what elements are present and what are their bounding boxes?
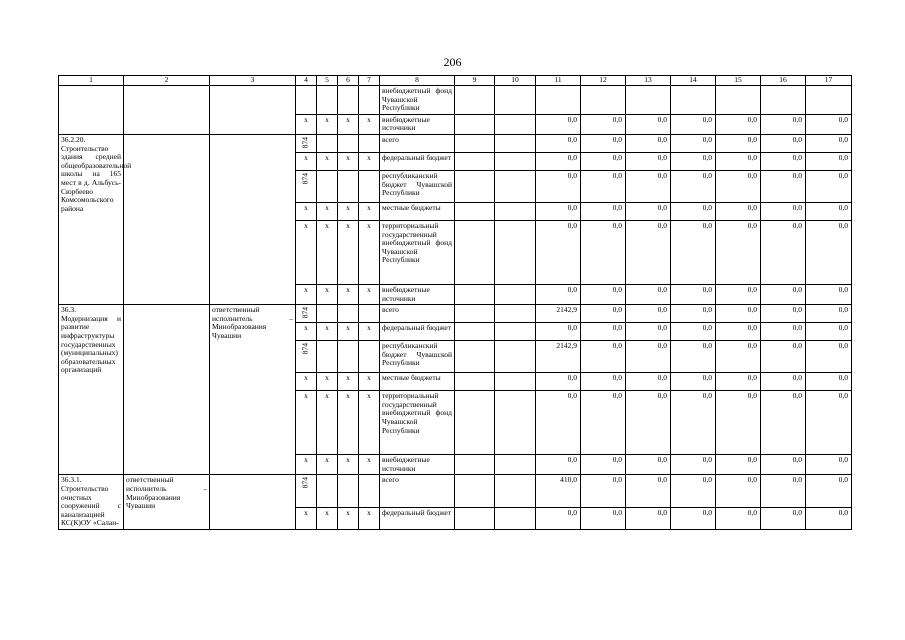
value-cell: 0,0 — [536, 323, 581, 341]
table-cell — [495, 134, 536, 152]
funding-source: федеральный бюджет — [380, 152, 455, 170]
x-cell: х — [338, 284, 359, 304]
funding-source: федеральный бюджет — [380, 507, 455, 529]
value-cell: 0,0 — [626, 202, 671, 220]
value-cell: 0,0 — [581, 152, 626, 170]
x-cell: х — [359, 323, 380, 341]
x-cell: х — [296, 202, 317, 220]
table-cell — [626, 86, 671, 115]
col-header: 5 — [317, 76, 338, 86]
value-cell: 0,0 — [806, 134, 852, 152]
table-cell — [317, 134, 338, 152]
value-cell: 0,0 — [671, 170, 716, 202]
value-cell: 0,0 — [581, 391, 626, 455]
funding-source: внебюджетные источники — [380, 284, 455, 304]
table-cell — [581, 86, 626, 115]
value-cell: 2142,9 — [536, 341, 581, 373]
col-header: 14 — [671, 76, 716, 86]
code-cell — [296, 341, 317, 373]
table-cell — [338, 134, 359, 152]
table-row — [59, 305, 852, 323]
value-cell: 0,0 — [536, 391, 581, 455]
value-cell: 0,0 — [806, 284, 852, 304]
table-cell — [455, 305, 495, 323]
value-cell: 0,0 — [626, 284, 671, 304]
x-cell: х — [317, 507, 338, 529]
value-cell: 0,0 — [716, 202, 761, 220]
value-cell: 0,0 — [626, 134, 671, 152]
code-label: 874 — [300, 477, 310, 489]
x-cell: х — [359, 373, 380, 391]
table-cell — [455, 507, 495, 529]
code-cell — [296, 134, 317, 152]
table-cell — [495, 170, 536, 202]
value-cell: 0,0 — [761, 202, 806, 220]
value-cell: 0,0 — [761, 220, 806, 284]
table-cell — [455, 475, 495, 507]
code-cell — [296, 170, 317, 202]
table-cell — [455, 170, 495, 202]
value-cell: 0,0 — [671, 323, 716, 341]
value-cell: 0,0 — [716, 220, 761, 284]
value-cell: 0,0 — [716, 305, 761, 323]
table-cell — [761, 86, 806, 115]
value-cell: 0,0 — [626, 170, 671, 202]
value-cell: 0,0 — [761, 341, 806, 373]
x-cell: х — [359, 284, 380, 304]
value-cell: 0,0 — [536, 170, 581, 202]
table-cell — [455, 323, 495, 341]
table-cell — [455, 284, 495, 304]
x-cell: х — [359, 114, 380, 134]
value-cell: 0,0 — [806, 202, 852, 220]
value-cell: 0,0 — [716, 114, 761, 134]
value-cell: 0,0 — [716, 284, 761, 304]
funding-source: республиканский бюджет Чувашской Республики — [380, 170, 455, 202]
value-cell: 0,0 — [536, 114, 581, 134]
table-cell — [495, 152, 536, 170]
x-cell: х — [338, 114, 359, 134]
value-cell: 0,0 — [581, 170, 626, 202]
table-cell — [455, 152, 495, 170]
x-cell: х — [359, 220, 380, 284]
table-cell — [338, 305, 359, 323]
value-cell: 2142,9 — [536, 305, 581, 323]
table-cell — [359, 305, 380, 323]
value-cell: 0,0 — [671, 134, 716, 152]
value-cell: 0,0 — [626, 455, 671, 475]
table-cell — [455, 373, 495, 391]
col-header: 13 — [626, 76, 671, 86]
x-cell: х — [338, 202, 359, 220]
value-cell: 0,0 — [761, 170, 806, 202]
value-cell: 0,0 — [806, 341, 852, 373]
table-cell — [806, 86, 852, 115]
value-cell: 0,0 — [761, 455, 806, 475]
col-header: 7 — [359, 76, 380, 86]
table-cell — [455, 86, 495, 115]
table-cell — [338, 86, 359, 115]
table-row — [59, 86, 852, 115]
table-cell — [455, 202, 495, 220]
responsible-executor: ответственный исполнитель – Минобразования Чувашии — [124, 475, 210, 530]
value-cell: 0,0 — [581, 134, 626, 152]
col-header: 8 — [380, 76, 455, 86]
col-header: 2 — [124, 76, 210, 86]
funding-source: всего — [380, 134, 455, 152]
x-cell: х — [317, 284, 338, 304]
table-cell — [671, 86, 716, 115]
x-cell: х — [338, 152, 359, 170]
value-cell: 0,0 — [581, 323, 626, 341]
value-cell: 0,0 — [716, 170, 761, 202]
x-cell: х — [338, 323, 359, 341]
value-cell: 0,0 — [761, 391, 806, 455]
value-cell: 0,0 — [761, 134, 806, 152]
page-number: 206 — [443, 55, 462, 69]
code-cell — [296, 305, 317, 323]
x-cell: х — [338, 220, 359, 284]
value-cell: 0,0 — [806, 152, 852, 170]
responsible-executor — [210, 134, 296, 304]
funding-source: местные бюджеты — [380, 202, 455, 220]
value-cell: 0,0 — [536, 507, 581, 529]
value-cell: 0,0 — [536, 373, 581, 391]
table-cell — [124, 305, 210, 475]
value-cell: 0,0 — [761, 507, 806, 529]
x-cell: х — [317, 202, 338, 220]
value-cell: 0,0 — [581, 475, 626, 507]
table-cell — [317, 475, 338, 507]
x-cell: х — [359, 455, 380, 475]
value-cell: 0,0 — [716, 134, 761, 152]
table-cell — [495, 305, 536, 323]
value-cell: 0,0 — [761, 152, 806, 170]
x-cell: х — [296, 323, 317, 341]
table-cell — [495, 507, 536, 529]
value-cell: 0,0 — [761, 305, 806, 323]
code-label: 874 — [300, 343, 310, 355]
value-cell: 0,0 — [671, 475, 716, 507]
table-cell — [495, 202, 536, 220]
value-cell: 0,0 — [671, 507, 716, 529]
value-cell: 0,0 — [626, 373, 671, 391]
x-cell: х — [359, 202, 380, 220]
value-cell: 0,0 — [716, 391, 761, 455]
table-cell — [455, 114, 495, 134]
table-row — [59, 134, 852, 152]
x-cell: х — [317, 323, 338, 341]
funding-source: местные бюджеты — [380, 373, 455, 391]
value-cell: 0,0 — [581, 114, 626, 134]
value-cell: 0,0 — [536, 220, 581, 284]
x-cell: х — [338, 507, 359, 529]
col-header: 4 — [296, 76, 317, 86]
table-cell — [210, 475, 296, 530]
value-cell: 0,0 — [626, 475, 671, 507]
value-cell: 0,0 — [716, 507, 761, 529]
value-cell: 0,0 — [806, 475, 852, 507]
table-cell — [495, 284, 536, 304]
x-cell: х — [296, 114, 317, 134]
value-cell: 0,0 — [581, 373, 626, 391]
value-cell: 0,0 — [716, 373, 761, 391]
value-cell: 0,0 — [581, 455, 626, 475]
value-cell: 0,0 — [671, 220, 716, 284]
table-cell — [495, 455, 536, 475]
value-cell: 0,0 — [671, 391, 716, 455]
value-cell: 0,0 — [671, 152, 716, 170]
value-cell: 0,0 — [671, 114, 716, 134]
measure-title: 36.3.1. Строительство очистных сооружений с канализацией КС(К)ОУ «Салан- — [59, 475, 124, 530]
table-cell — [59, 86, 124, 135]
code-label: 874 — [300, 137, 310, 149]
table-cell — [495, 86, 536, 115]
value-cell: 0,0 — [536, 134, 581, 152]
responsible-executor: ответственный исполнитель – Минобразования Чувашии — [210, 305, 296, 475]
value-cell: 0,0 — [626, 391, 671, 455]
code-cell — [296, 475, 317, 507]
x-cell: х — [317, 152, 338, 170]
value-cell: 0,0 — [581, 284, 626, 304]
table-cell — [359, 134, 380, 152]
value-cell: 0,0 — [806, 455, 852, 475]
value-cell: 0,0 — [626, 305, 671, 323]
code-label: 874 — [300, 173, 310, 185]
col-header: 1 — [59, 76, 124, 86]
measure-title: 36.2.20. Строительство здания средней общеобразовательной школы на 165 мест в д. Альбусь-Сюрбеево Комсомольского района — [59, 134, 124, 304]
table-cell — [296, 86, 317, 115]
table-cell — [455, 455, 495, 475]
value-cell: 0,0 — [806, 220, 852, 284]
col-header: 16 — [761, 76, 806, 86]
value-cell: 0,0 — [716, 475, 761, 507]
value-cell: 0,0 — [671, 305, 716, 323]
funding-source: внебюджетные источники — [380, 114, 455, 134]
value-cell: 0,0 — [671, 202, 716, 220]
value-cell: 0,0 — [806, 305, 852, 323]
table-cell — [495, 391, 536, 455]
table-cell — [495, 373, 536, 391]
code-label: 874 — [300, 307, 310, 319]
value-cell: 0,0 — [536, 284, 581, 304]
measure-title: 36.3. Модернизация и развитие инфраструктуры государственных (муниципальных) образовательных организаций — [59, 305, 124, 475]
value-cell: 0,0 — [536, 202, 581, 220]
value-cell: 0,0 — [761, 323, 806, 341]
table-cell — [317, 341, 338, 373]
table-cell — [359, 475, 380, 507]
table-cell — [359, 86, 380, 115]
table-cell — [455, 134, 495, 152]
x-cell: х — [296, 373, 317, 391]
funding-source: территориальный государственный внебюджетный фонд Чувашской Республики — [380, 391, 455, 455]
x-cell: х — [296, 455, 317, 475]
col-header: 12 — [581, 76, 626, 86]
value-cell: 0,0 — [761, 373, 806, 391]
col-header: 3 — [210, 76, 296, 86]
value-cell: 0,0 — [806, 373, 852, 391]
col-header: 9 — [455, 76, 495, 86]
x-cell: х — [338, 455, 359, 475]
table-cell — [495, 114, 536, 134]
x-cell: х — [296, 220, 317, 284]
table-cell — [495, 323, 536, 341]
table-cell — [210, 86, 296, 135]
value-cell: 0,0 — [536, 455, 581, 475]
funding-source: внебюджетные источники — [380, 455, 455, 475]
value-cell: 0,0 — [581, 202, 626, 220]
value-cell: 0,0 — [581, 341, 626, 373]
funding-source: федеральный бюджет — [380, 323, 455, 341]
col-header: 10 — [495, 76, 536, 86]
x-cell: х — [296, 391, 317, 455]
x-cell: х — [359, 152, 380, 170]
x-cell: х — [296, 152, 317, 170]
value-cell: 0,0 — [581, 305, 626, 323]
table-cell — [495, 341, 536, 373]
x-cell: х — [317, 455, 338, 475]
header-row — [59, 76, 852, 86]
col-header: 15 — [716, 76, 761, 86]
table-cell — [716, 86, 761, 115]
table-cell — [455, 220, 495, 284]
table-cell — [124, 86, 210, 135]
value-cell: 0,0 — [626, 507, 671, 529]
x-cell: х — [317, 373, 338, 391]
col-header: 6 — [338, 76, 359, 86]
x-cell: х — [359, 507, 380, 529]
value-cell: 410,0 — [536, 475, 581, 507]
value-cell: 0,0 — [626, 341, 671, 373]
col-header: 17 — [806, 76, 852, 86]
value-cell: 0,0 — [626, 114, 671, 134]
table-cell — [495, 220, 536, 284]
table-cell — [536, 86, 581, 115]
x-cell: х — [317, 220, 338, 284]
funding-source: всего — [380, 305, 455, 323]
value-cell: 0,0 — [671, 455, 716, 475]
value-cell: 0,0 — [761, 114, 806, 134]
table-cell — [359, 341, 380, 373]
x-cell: х — [317, 114, 338, 134]
value-cell: 0,0 — [806, 391, 852, 455]
value-cell: 0,0 — [806, 507, 852, 529]
value-cell: 0,0 — [761, 475, 806, 507]
table-cell — [359, 170, 380, 202]
x-cell: х — [338, 391, 359, 455]
table-cell — [124, 134, 210, 304]
value-cell: 0,0 — [806, 114, 852, 134]
x-cell: х — [317, 391, 338, 455]
value-cell: 0,0 — [626, 323, 671, 341]
table-cell — [455, 341, 495, 373]
value-cell: 0,0 — [671, 341, 716, 373]
value-cell: 0,0 — [806, 323, 852, 341]
value-cell: 0,0 — [716, 152, 761, 170]
table-cell — [317, 86, 338, 115]
value-cell: 0,0 — [671, 373, 716, 391]
x-cell: х — [296, 507, 317, 529]
value-cell: 0,0 — [716, 455, 761, 475]
value-cell: 0,0 — [716, 323, 761, 341]
value-cell: 0,0 — [806, 170, 852, 202]
value-cell: 0,0 — [761, 284, 806, 304]
table-cell — [338, 341, 359, 373]
col-header: 11 — [536, 76, 581, 86]
x-cell: х — [338, 373, 359, 391]
value-cell: 0,0 — [581, 507, 626, 529]
table-cell — [338, 170, 359, 202]
x-cell: х — [359, 391, 380, 455]
table-cell — [495, 475, 536, 507]
value-cell: 0,0 — [626, 152, 671, 170]
table-cell — [317, 170, 338, 202]
funding-source: внебюджетный фонд Чувашской Республики — [380, 86, 455, 115]
funding-source: республиканский бюджет Чувашской Республики — [380, 341, 455, 373]
funding-source: всего — [380, 475, 455, 507]
table-cell — [317, 305, 338, 323]
table-cell — [338, 475, 359, 507]
budget-table — [58, 75, 852, 530]
value-cell: 0,0 — [671, 284, 716, 304]
table-cell — [455, 391, 495, 455]
value-cell: 0,0 — [581, 220, 626, 284]
value-cell: 0,0 — [626, 220, 671, 284]
funding-source: территориальный государственный внебюджетный фонд Чувашской Республики — [380, 220, 455, 284]
table-row — [59, 475, 852, 507]
x-cell: х — [296, 284, 317, 304]
value-cell: 0,0 — [716, 341, 761, 373]
value-cell: 0,0 — [536, 152, 581, 170]
